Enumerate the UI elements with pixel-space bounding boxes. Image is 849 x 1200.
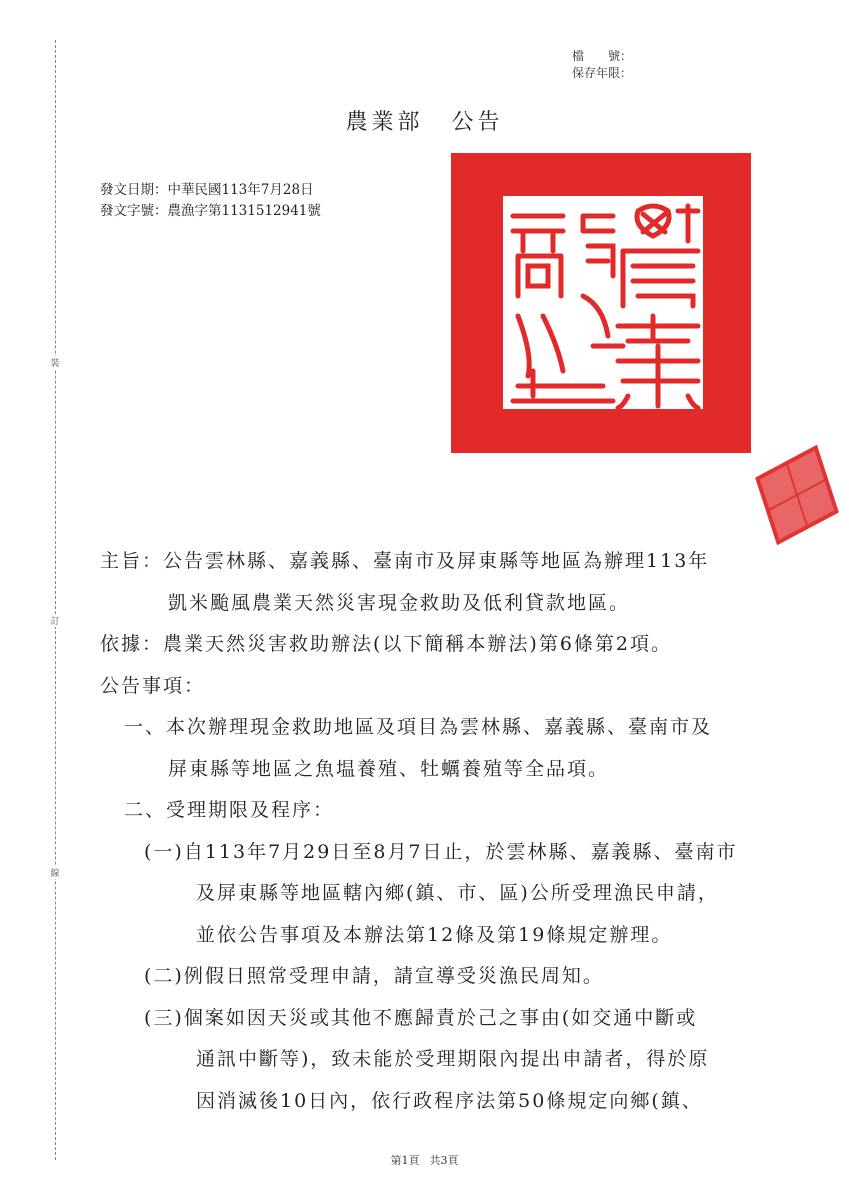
basis-line (100, 624, 780, 666)
official-seal-icon (451, 153, 751, 453)
items-title: 公告事項： (100, 674, 206, 697)
archive-info (572, 48, 632, 82)
basis-text: 農業天然災害救助辦法(以下簡稱本辦法)第6條第2項。 (163, 633, 673, 655)
page-number: 第1頁 (390, 1154, 420, 1167)
sub-item-3-line-2: 通訊中斷等)，致未能於受理期限內提出申請者，得於原 (196, 1048, 710, 1070)
doc-type: 公告 (451, 110, 504, 135)
retention-row: 保存年限： (572, 66, 633, 80)
sub-item-1-line-1: (一)自113年7月29日至8月7日止，於雲林縣、嘉義縣、臺南市 (144, 840, 738, 863)
page-total: 共3頁 (429, 1154, 459, 1167)
sub-item-1-line-3: 並依公告事項及本辦法第12條及第19條規定辦理。 (196, 923, 673, 946)
issue-number-value: 農漁字第1131512941號 (167, 203, 321, 219)
page-title (0, 105, 849, 136)
binding-label-top: 裝 (48, 356, 62, 369)
subject-text-1: 公告雲林縣、嘉義縣、臺南市及屏東縣等地區為辦理113年 (163, 550, 710, 572)
item-2-line-1: 二、受理期限及程序： (124, 799, 335, 821)
sub-item-2-line-1: (二)例假日照常受理申請，請宣導受災漁民周知。 (144, 965, 604, 987)
subject-label: 主旨： (100, 550, 164, 572)
basis-label: 依據： (100, 633, 164, 655)
document-meta (100, 180, 321, 222)
sub-item-3-line-3: 因消滅後10日內，依行政程序法第50條規定向鄉(鎮、 (196, 1089, 703, 1112)
seal-face (503, 196, 703, 409)
page-footer (0, 1152, 849, 1168)
binding-label-middle: 訂 (48, 614, 62, 627)
sub-item-3-line-1: (三)個案如因天災或其他不應歸責於己之事由(如交通中斷或 (144, 1006, 698, 1029)
small-seal-icon (755, 445, 839, 545)
binding-label-bottom: 線 (48, 866, 62, 879)
document-body (100, 541, 780, 1122)
item-1-line-2: 屏東縣等地區之魚塭養殖、牡蠣養殖等全品項。 (168, 757, 610, 780)
subject-line-2: 凱米颱風農業天然災害現金救助及低利貸款地區。 (168, 591, 631, 614)
subject-line-1 (100, 541, 780, 583)
issue-date (100, 180, 321, 201)
file-number-row: 檔 號： (572, 49, 633, 63)
binding-line (55, 40, 56, 1160)
issue-date-label: 發文日期： (100, 182, 168, 198)
issue-date-value: 中華民國113年7月28日 (167, 182, 314, 198)
agency-name: 農業部 (345, 110, 424, 135)
sub-item-1-line-2: 及屏東縣等地區轄內鄉(鎮、市、區)公所受理漁民申請， (196, 882, 719, 904)
issue-number-label: 發文字號： (100, 203, 168, 219)
item-1-line-1: 一、本次辦理現金救助地區及項目為雲林縣、嘉義縣、臺南市及 (124, 716, 713, 738)
issue-number (100, 201, 321, 222)
